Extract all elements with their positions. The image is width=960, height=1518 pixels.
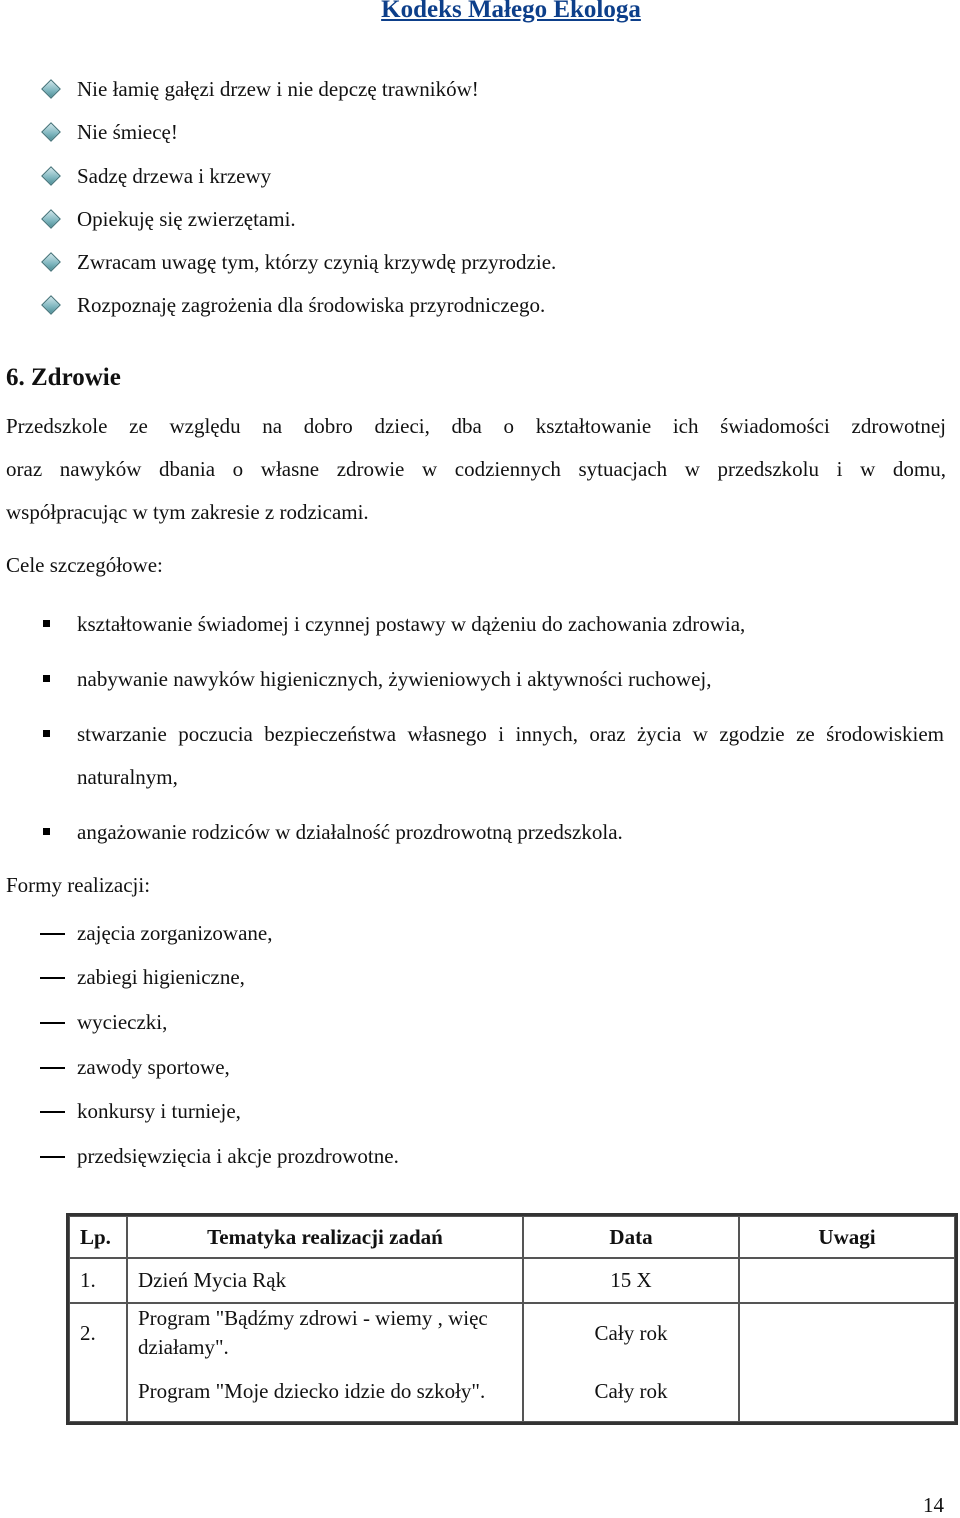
- goal-item: [40, 603, 944, 646]
- square-bullet-icon: [43, 828, 50, 835]
- tasks-table: [66, 1213, 958, 1425]
- diamond-bullet-icon: [41, 79, 61, 99]
- square-bullet-icon: [43, 620, 50, 627]
- eco-item-text: Opiekuję się zwierzętami.: [77, 207, 296, 231]
- form-text: wycieczki,: [77, 1010, 168, 1034]
- table-row: [69, 1258, 955, 1303]
- intro-paragraph: [6, 405, 946, 534]
- cell-date: Cały rok: [523, 1362, 739, 1422]
- table-header-row: [69, 1216, 955, 1258]
- cell-lp: 2.: [69, 1303, 127, 1362]
- form-text: zajęcia zorganizowane,: [77, 921, 273, 945]
- form-text: zawody sportowe,: [77, 1055, 230, 1079]
- diamond-bullet-icon: [41, 122, 61, 142]
- cell-topic: Program "Moje dziecko idzie do szkoły".: [127, 1362, 523, 1422]
- diamond-bullet-icon: [41, 166, 61, 186]
- goal-text: nabywanie nawyków higienicznych, żywieniowych i aktywności ruchowej,: [77, 667, 712, 691]
- dash-bullet-icon: [40, 977, 65, 979]
- page-title: Kodeks Małego Ekologa: [381, 0, 641, 23]
- intro-line: oraz nawyków dbania o własne zdrowie w codziennych sytuacjach w przedszkolu i w domu,: [6, 457, 946, 481]
- cell-notes: [739, 1258, 955, 1303]
- cell-lp: [69, 1362, 127, 1422]
- form-text: przedsięwzięcia i akcje prozdrowotne.: [77, 1144, 399, 1168]
- square-bullet-icon: [43, 730, 50, 737]
- eco-item-text: Zwracam uwagę tym, którzy czynią krzywdę przyrodzie.: [77, 250, 557, 274]
- intro-line: współpracując w tym zakresie z rodzicami.: [6, 500, 369, 524]
- section-heading: 6. Zdrowie: [6, 364, 121, 391]
- col-header-lp: Lp.: [69, 1216, 127, 1258]
- diamond-bullet-icon: [41, 295, 61, 315]
- dash-bullet-icon: [40, 1067, 65, 1069]
- forms-label: Formy realizacji:: [6, 873, 151, 897]
- diamond-bullet-icon: [41, 209, 61, 229]
- page-number: 14: [923, 1493, 944, 1517]
- eco-item-text: Sadzę drzewa i krzewy: [77, 164, 272, 188]
- table-row: [69, 1303, 955, 1362]
- cell-topic: Program "Bądźmy zdrowi - wiemy , więc działamy".: [127, 1303, 523, 1362]
- cell-lp: 1.: [69, 1258, 127, 1303]
- col-header-notes: Uwagi: [739, 1216, 955, 1258]
- goal-item: [40, 658, 944, 701]
- cell-date: Cały rok: [523, 1303, 739, 1362]
- square-bullet-icon: [43, 675, 50, 682]
- goal-text: angażowanie rodziców w działalność prozdrowotną przedszkola.: [77, 820, 623, 844]
- goal-text: stwarzanie poczucia bezpieczeństwa własnego i innych, oraz życia w zgodzie ze środowiskiem naturalnym,: [77, 722, 944, 789]
- form-text: konkursy i turnieje,: [77, 1099, 241, 1123]
- intro-line: Przedszkole ze względu na dobro dzieci, dba o kształtowanie ich świadomości zdrowotnej: [6, 414, 946, 438]
- goals-label: Cele szczegółowe:: [6, 553, 163, 577]
- cell-notes: [739, 1303, 955, 1422]
- goal-text: kształtowanie świadomej i czynnej postawy w dążeniu do zachowania zdrowia,: [77, 612, 746, 636]
- eco-item-text: Nie śmiecę!: [77, 120, 178, 144]
- diamond-bullet-icon: [41, 252, 61, 272]
- goal-item: [40, 811, 944, 854]
- goal-item: [40, 713, 944, 799]
- dash-bullet-icon: [40, 1156, 65, 1158]
- dash-bullet-icon: [40, 1111, 65, 1113]
- dash-bullet-icon: [40, 1022, 65, 1024]
- eco-item-text: Rozpoznaję zagrożenia dla środowiska przyrodniczego.: [77, 293, 546, 317]
- cell-topic: Dzień Mycia Rąk: [127, 1258, 523, 1303]
- dash-bullet-icon: [40, 933, 65, 935]
- col-header-topic: Tematyka realizacji zadań: [127, 1216, 523, 1258]
- eco-item-text: Nie łamię gałęzi drzew i nie depczę trawników!: [77, 77, 479, 101]
- form-text: zabiegi higieniczne,: [77, 965, 245, 989]
- col-header-date: Data: [523, 1216, 739, 1258]
- cell-date: 15 X: [523, 1258, 739, 1303]
